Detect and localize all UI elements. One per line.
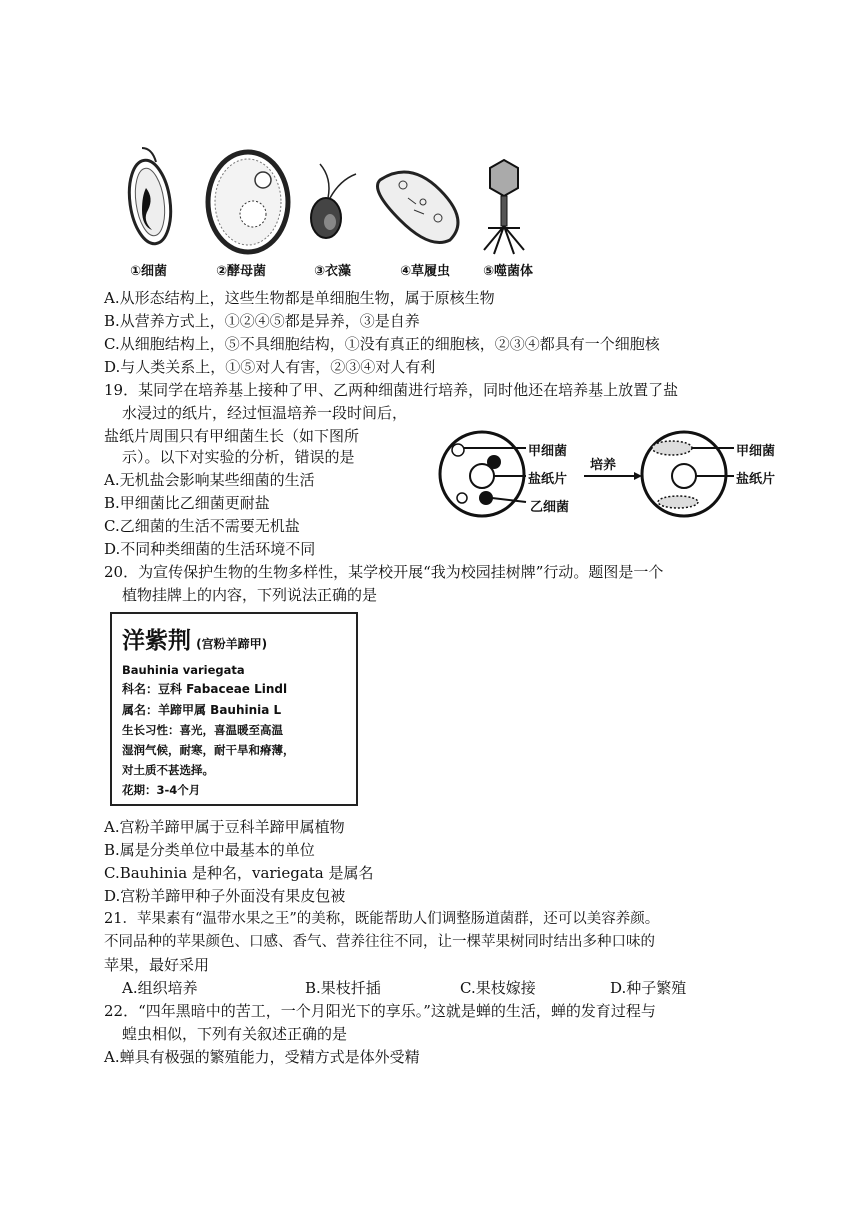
q19-stem-line4: 示）。以下对实验的分析，错误的是 — [122, 448, 355, 466]
q21-option-a: A.组织培养 — [122, 979, 198, 997]
q19-stem-line2: 水浸过的纸片，经过恒温培养一段时间后， — [122, 404, 408, 422]
bacteriophage-image — [484, 160, 524, 254]
sign-title: 洋紫荆 — [122, 628, 191, 654]
q20-option-b: B.属是分类单位中最基本的单位 — [104, 841, 315, 859]
sign-habit-3: 对土质不甚选择。 — [122, 763, 214, 777]
label-bacteria-b: 乙细菌 — [530, 500, 570, 515]
sign-genus: 属名：羊蹄甲属 Bauhinia L — [122, 703, 282, 717]
q19-stem-line1: 19．某同学在培养基上接种了甲、乙两种细菌进行培养，同时他还在培养基上放置了盐 — [104, 381, 679, 399]
q22-stem-line1: 22．“四年黑暗中的苦工，一个月阳光下的享乐。”这就是蝉的生活，蝉的发育过程与 — [104, 1002, 656, 1020]
caption-bacteriophage: ⑤噬菌体 — [483, 264, 534, 279]
q19-option-c: C.乙细菌的生活不需要无机盐 — [104, 517, 300, 535]
q20-stem-line2: 植物挂牌上的内容，下列说法正确的是 — [122, 586, 378, 604]
caption-chlamydomonas: ③衣藻 — [314, 264, 352, 279]
q21-option-c: C.果枝嫁接 — [460, 979, 536, 997]
q20-option-c: C.Bauhinia 是种名，variegata 是属名 — [104, 864, 374, 882]
q19-option-b: B.甲细菌比乙细菌更耐盐 — [104, 494, 270, 512]
q18-option-d: D.与人类关系上，①⑤对人有害，②③④对人有利 — [104, 358, 436, 376]
sign-habit-2: 湿润气候，耐寒，耐干旱和瘠薄， — [122, 743, 295, 757]
label-salt-paper-2: 盐纸片 — [736, 472, 776, 487]
label-culture: 培养 — [590, 458, 617, 473]
q20-option-d: D.宫粉羊蹄甲种子外面没有果皮包被 — [104, 887, 346, 905]
sign-family: 科名：豆科 Fabaceae Lindl — [122, 682, 288, 696]
q20-option-a: A.宫粉羊蹄甲属于豆科羊蹄甲属植物 — [104, 818, 345, 836]
q21-stem-line3: 苹果，最好采用 — [104, 956, 210, 974]
bacterium-image — [124, 148, 175, 246]
chlamydomonas-image — [311, 164, 356, 238]
sign-latin: Bauhinia variegata — [122, 663, 245, 677]
q18-option-a: A.从形态结构上，这些生物都是单细胞生物，属于原核生物 — [104, 289, 495, 307]
sign-title-sub: (宫粉羊蹄甲) — [196, 637, 268, 651]
label-salt-paper: 盐纸片 — [528, 472, 568, 487]
q19-option-a: A.无机盐会影响某些细菌的生活 — [104, 471, 315, 489]
label-bacteria-a: 甲细菌 — [528, 444, 568, 459]
q19-option-d: D.不同种类细菌的生活环境不同 — [104, 540, 316, 558]
q22-option-a: A.蝉具有极强的繁殖能力，受精方式是体外受精 — [104, 1048, 420, 1066]
q20-stem-line1: 20．为宣传保护生物的生物多样性，某学校开展“我为校园挂树牌”行动。题图是一个 — [104, 563, 664, 581]
caption-bacterium: ①细菌 — [130, 264, 168, 279]
caption-paramecium: ④草履虫 — [400, 264, 451, 279]
q21-option-d: D.种子繁殖 — [610, 979, 687, 997]
q21-option-b: B.果枝扦插 — [305, 979, 381, 997]
q21-stem-line1: 21．苹果素有“温带水果之王”的美称，既能帮助人们调整肠道菌群，还可以美容养颜。 — [104, 911, 660, 927]
yeast-image — [208, 152, 288, 252]
plant-sign — [110, 612, 358, 806]
caption-yeast: ②酵母菌 — [216, 264, 267, 279]
q22-stem-line2: 蝗虫相似，下列有关叙述正确的是 — [122, 1025, 348, 1043]
sign-habit-1: 生长习性：喜光，喜温暖至高温 — [122, 723, 283, 737]
q21-stem-line2: 不同品种的苹果颜色、口感、香气、营养往往不同，让一棵苹果树同时结出多种口味的 — [104, 934, 655, 950]
paramecium-image — [378, 172, 459, 243]
culture-drawing — [434, 428, 784, 520]
sign-flower: 花期：3-4个月 — [122, 783, 201, 797]
label-bacteria-a-2: 甲细菌 — [736, 444, 776, 459]
q18-option-b: B.从营养方式上，①②④⑤都是异养，③是自养 — [104, 312, 420, 330]
q18-option-c: C.从细胞结构上，⑤不具细胞结构，①没有真正的细胞核，②③④都具有一个细胞核 — [104, 335, 660, 353]
organisms-figure — [118, 140, 558, 285]
culture-diagram — [434, 428, 784, 520]
q19-stem-line3: 盐纸片周围只有甲细菌生长（如下图所 — [104, 427, 360, 445]
